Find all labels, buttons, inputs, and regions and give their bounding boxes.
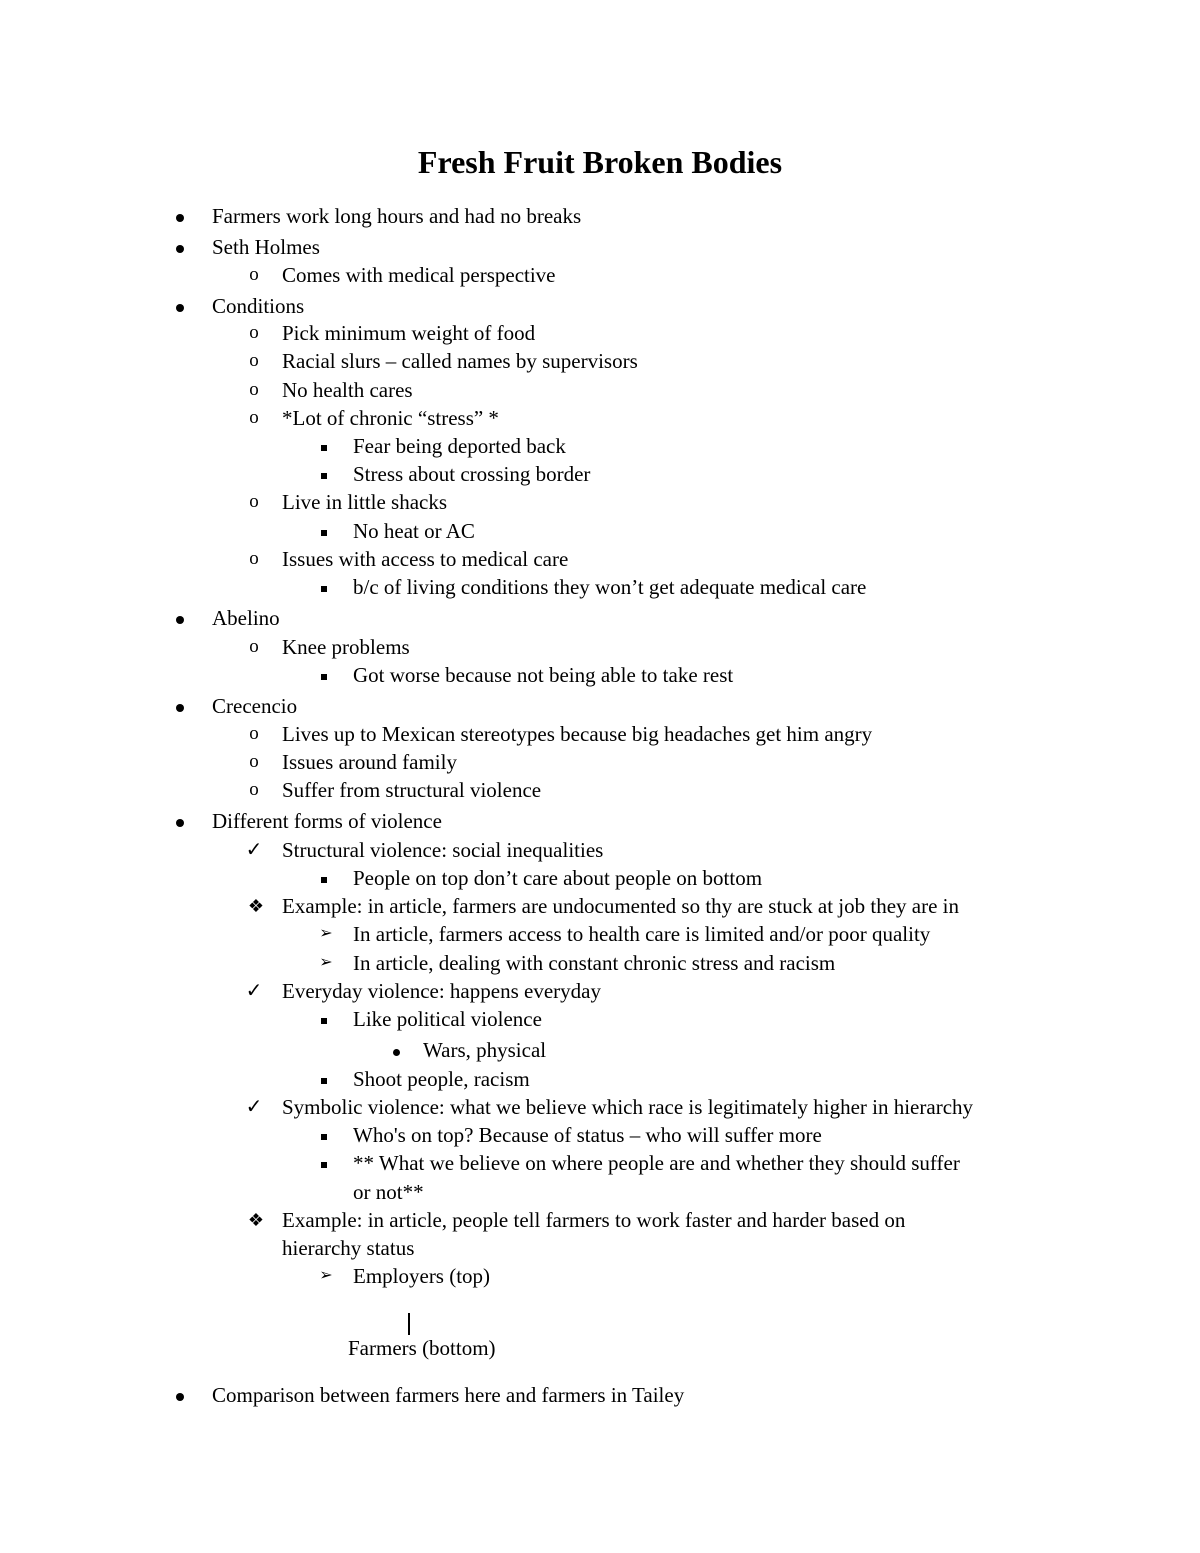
outline-item: No heat or AC [353,519,475,543]
outline-item-continued: or not** [353,1180,424,1204]
hierarchy-connector-line [408,1313,410,1335]
document-title: Fresh Fruit Broken Bodies [417,144,783,180]
outline-item: Fear being deported back [353,434,566,458]
outline-item: People on top don’t care about people on bottom [353,866,763,890]
arrow-bullet-icon: ➢ [319,1267,333,1284]
circle-bullet-icon: o [249,379,259,400]
arrow-bullet-icon: ➢ [319,925,333,942]
square-bullet-icon [314,460,334,488]
arrow-bullet-icon: ➢ [319,954,333,971]
outline-item: Comparison between farmers here and farmers in Tailey [212,1383,685,1407]
outline-item: Suffer from structural violence [282,778,542,802]
circle-bullet-icon: o [249,751,259,772]
circle-bullet-icon: o [249,322,259,343]
bullet-icon [170,604,190,632]
outline-item-continued: hierarchy status [282,1236,415,1260]
outline-item: Different forms of violence [212,809,442,833]
outline-item: Abelino [212,606,280,630]
circle-bullet-icon: o [249,407,259,428]
outline-item: Example: in article, people tell farmers to work faster and harder based on [282,1208,906,1232]
outline-item: In article, farmers access to health care is limited and/or poor quality [353,922,931,946]
diamond-bullet-icon: ❖ [247,896,265,916]
outline-item: Conditions [212,294,305,318]
outline-item: No health cares [282,378,413,402]
bullet-icon [170,202,190,230]
outline-item: b/c of living conditions they won’t get adequate medical care [353,575,867,599]
checkmark-icon: ✓ [245,980,263,1002]
checkmark-icon: ✓ [245,1096,263,1118]
outline-item: Farmers work long hours and had no breaks [212,204,582,228]
square-bullet-icon [314,1121,334,1149]
square-bullet-icon [314,1065,334,1093]
outline-item: Knee problems [282,635,410,659]
circle-bullet-icon: o [249,491,259,512]
outline-item: Crecencio [212,694,298,718]
square-bullet-icon [314,1149,334,1177]
outline-item: Issues with access to medical care [282,547,569,571]
circle-bullet-icon: o [249,779,259,800]
outline-item: Issues around family [282,750,457,774]
square-bullet-icon [314,1005,334,1033]
outline-item: Symbolic violence: what we believe which race is legitimately higher in hierarchy [282,1095,974,1119]
outline-item: Shoot people, racism [353,1067,530,1091]
outline-item: Who's on top? Because of status – who will suffer more [353,1123,822,1147]
bullet-icon [170,692,190,720]
outline-item: Example: in article, farmers are undocumented so thy are stuck at job they are in [282,894,959,918]
outline-item: ** What we believe on where people are and whether they should suffer [353,1151,960,1175]
circle-bullet-icon: o [249,264,259,285]
outline-item: Wars, physical [423,1038,547,1062]
circle-bullet-icon: o [249,548,259,569]
bullet-icon [170,807,190,835]
checkmark-icon: ✓ [245,839,263,861]
outline-item: Got worse because not being able to take rest [353,663,734,687]
outline-item: Stress about crossing border [353,462,591,486]
outline-item: Like political violence [353,1007,542,1031]
bullet-icon [170,233,190,261]
circle-bullet-icon: o [249,350,259,371]
outline-item: Live in little shacks [282,490,448,514]
bullet-icon [386,1036,406,1064]
square-bullet-icon [314,573,334,601]
square-bullet-icon [314,864,334,892]
outline-item: Pick minimum weight of food [282,321,536,345]
outline-item: Lives up to Mexican stereotypes because big headaches get him angry [282,722,873,746]
bullet-icon [170,292,190,320]
square-bullet-icon [314,661,334,689]
circle-bullet-icon: o [249,723,259,744]
outline-item: In article, dealing with constant chronic stress and racism [353,951,836,975]
outline-item: Racial slurs – called names by supervisors [282,349,638,373]
outline-item: Seth Holmes [212,235,320,259]
outline-item: Employers (top) [353,1264,491,1288]
outline-item: Everyday violence: happens everyday [282,979,601,1003]
square-bullet-icon [314,517,334,545]
square-bullet-icon [314,432,334,460]
outline-item: Comes with medical perspective [282,263,556,287]
circle-bullet-icon: o [249,636,259,657]
outline-item: Farmers (bottom) [348,1336,496,1360]
diamond-bullet-icon: ❖ [247,1210,265,1230]
outline-item: Structural violence: social inequalities [282,838,604,862]
outline-item: *Lot of chronic “stress” * [282,406,499,430]
bullet-icon [170,1381,190,1409]
